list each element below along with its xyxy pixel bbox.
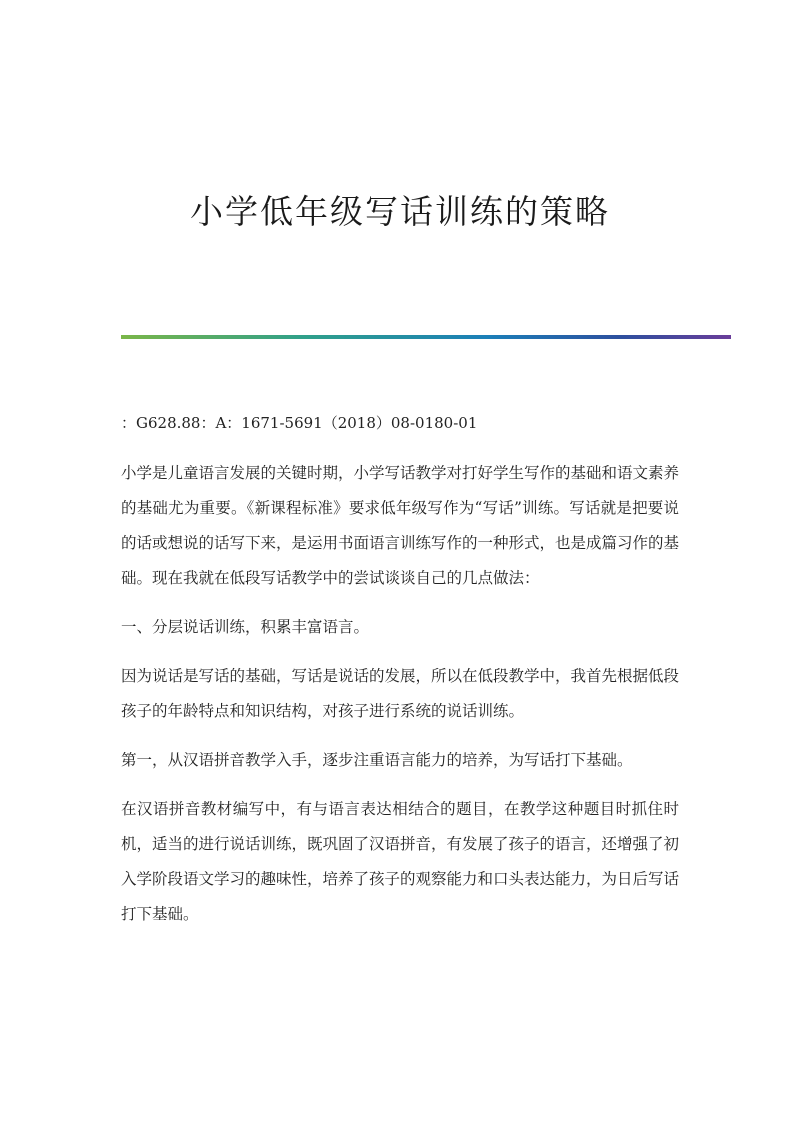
section-heading-1: 一、分层说话训练，积累丰富语言。 — [121, 618, 370, 636]
document-title: 小学低年级写话训练的策略 — [190, 192, 610, 231]
document-body — [121, 408, 679, 946]
paragraph-point-one: 第一，从汉语拼音教学入手，逐步注重语言能力的培养，为写话打下基础。 — [121, 751, 633, 769]
paragraph-speaking-basis: 因为说话是写话的基础，写话是说话的发展，所以在低段教学中，我首先根据低段孩子的年龄特点和知识结构，对孩子进行系统的说话训练。 — [121, 667, 680, 720]
classification-line: ：G628.88：A：1671-5691（2018）08-0180-01 — [121, 414, 478, 432]
paragraph-intro: 小学是儿童语言发展的关键时期，小学写话教学对打好学生写作的基础和语文素养的基础尤为重要。《新课程标准》要求低年级写作为“写话”训练。写话就是把要说的话或想说的话写下来，是运用书面语言训练写作的一种形式，也是成篇习作的基础。现在我就在低段写话教学中的尝试谈谈自己的几点做法： — [121, 464, 680, 587]
title-divider — [121, 335, 731, 339]
paragraph-pinyin-teaching: 在汉语拼音教材编写中，有与语言表达相结合的题目，在教学这种题目时抓住时机，适当的进行说话训练，既巩固了汉语拼音，有发展了孩子的语言，还增强了初入学阶段语文学习的趣味性，培养了孩子的观察能力和口头表达能力，为日后写话打下基础。 — [121, 800, 680, 923]
